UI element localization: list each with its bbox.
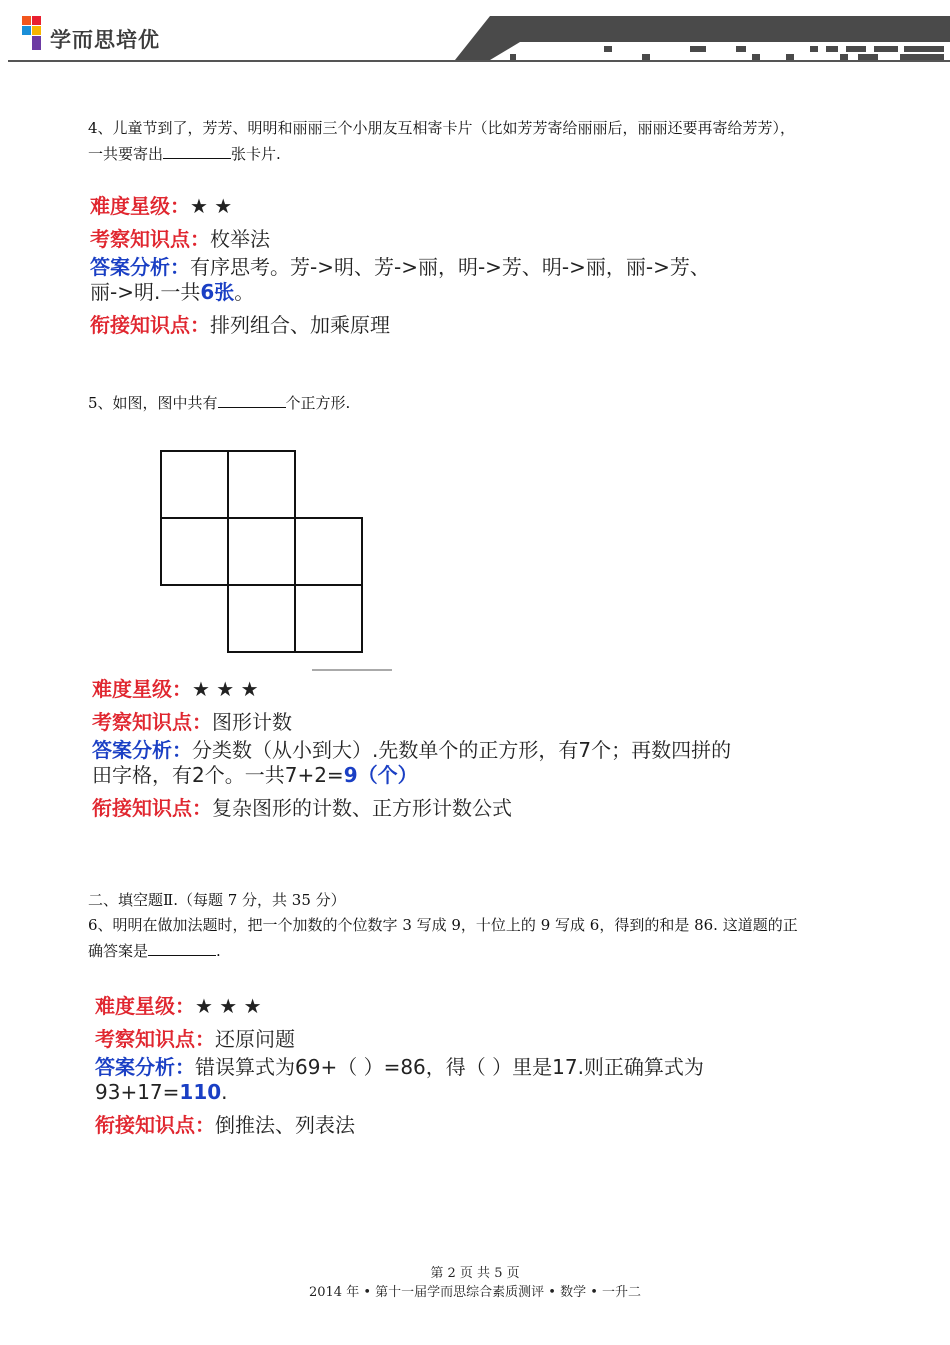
- analysis-row: 答案分析：有序思考。芳->明、芳->丽，明->芳、明->丽，丽->芳、: [90, 255, 710, 279]
- answer-block-q4: [90, 192, 870, 339]
- analysis-row-2: 丽->明.一共6张。: [90, 280, 255, 304]
- exam-title: 2014 年 • 第十一届学而思综合素质测评 • 数学 • 一升二: [308, 1285, 641, 1300]
- analysis-row-2: 田字格，有2个。一共7+2=9（个）: [92, 763, 418, 787]
- answer-blank: [218, 393, 286, 408]
- question-6-line-2: 确答案是 .: [88, 942, 221, 960]
- knowledge-row: 考察知识点：枚举法: [90, 227, 270, 251]
- question-5: 5、如图，图中共有 个正方形.: [88, 394, 351, 412]
- question-6: [88, 912, 888, 964]
- knowledge-row: 考察知识点：图形计数: [92, 710, 292, 734]
- page-number: 第 2 页 共 5 页: [430, 1266, 520, 1281]
- link-row: 衔接知识点：复杂图形的计数、正方形计数公式: [92, 796, 512, 820]
- grid-square: [228, 451, 295, 518]
- question-4: [88, 115, 888, 167]
- question-6-line-1: 6、明明在做加法题时，把一个加数的个位数字 3 写成 9，十位上的 9 写成 6，得到的和是 86. 这道题的正: [88, 916, 798, 934]
- answer-block-q5: [92, 675, 872, 822]
- logo-block-blue: [22, 26, 31, 35]
- grid-square: [161, 451, 228, 518]
- difficulty-row: 难度星级：★ ★ ★: [95, 994, 262, 1018]
- grid-square: [295, 518, 362, 585]
- squares-figure: [150, 440, 410, 680]
- answer-blank: [163, 144, 231, 159]
- section-2-title: 二、填空题Ⅱ.（每题 7 分，共 35 分）: [88, 891, 346, 909]
- link-row: 衔接知识点：排列组合、加乘原理: [90, 313, 390, 337]
- difficulty-row: 难度星级：★ ★: [90, 194, 233, 218]
- header-gray-banner: [455, 16, 950, 60]
- logo-block-orange: [22, 16, 31, 25]
- analysis-row: 答案分析：错误算式为69+（ ）=86，得（ ）里是17.则正确算式为: [95, 1055, 704, 1079]
- knowledge-row: 考察知识点：还原问题: [95, 1027, 295, 1051]
- grid-square: [161, 518, 228, 585]
- grid-square: [295, 585, 362, 652]
- answer-blank: [148, 941, 216, 956]
- difficulty-row: 难度星级：★ ★ ★: [92, 677, 259, 701]
- logo-text: 学而思培优: [50, 28, 160, 52]
- question-4-line-1: 4、儿童节到了，芳芳、明明和丽丽三个小朋友互相寄卡片（比如芳芳寄给丽丽后，丽丽还要再寄给芳芳），: [88, 119, 796, 137]
- header-pixel-pattern: [510, 46, 944, 60]
- analysis-row: 答案分析：分类数（从小到大）.先数单个的正方形，有7个；再数四拼的: [92, 738, 732, 762]
- answer-block-q6: [95, 992, 875, 1139]
- question-4-line-2: 一共要寄出 张卡片.: [88, 145, 281, 163]
- page-header: [0, 0, 950, 80]
- logo-block-purple: [32, 36, 41, 50]
- difficulty-stars: ★ ★: [190, 194, 233, 218]
- logo-block-yellow: [32, 26, 41, 35]
- difficulty-stars: ★ ★ ★: [195, 994, 262, 1018]
- grid-square: [228, 585, 295, 652]
- link-row: 衔接知识点：倒推法、列表法: [95, 1113, 355, 1137]
- analysis-row-2: 93+17=110.: [95, 1080, 228, 1104]
- difficulty-stars: ★ ★ ★: [192, 677, 259, 701]
- logo-block-red: [32, 16, 41, 25]
- grid-square: [228, 518, 295, 585]
